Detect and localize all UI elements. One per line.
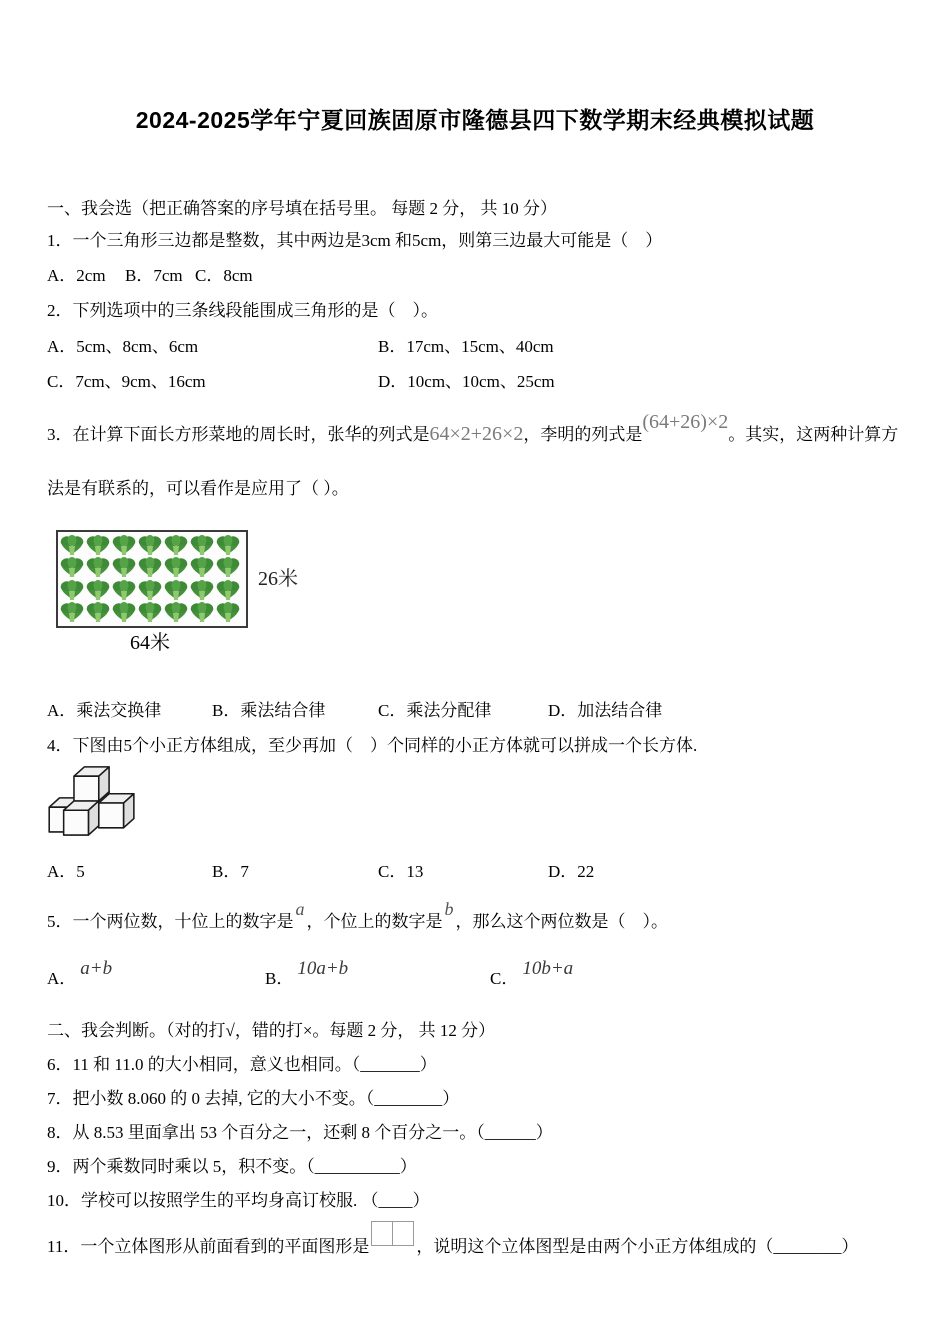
q5-text-1: 5．一个两位数，十位上的数字是 [47,912,294,931]
q3-formula-liming: (64+26)×2 [642,411,729,433]
question-7: 7．把小数 8.060 的 0 去掉, 它的大小不变。（________） [47,1089,460,1108]
question-9: 9．两个乘数同时乘以 5，积不变。（__________） [47,1157,417,1176]
q3-option-d: D．加法结合律 [548,701,663,720]
five-cubes-icon [43,765,138,839]
vegetable-field-figure [56,530,356,628]
page-title: 2024-2025学年宁夏回族固原市隆德县四下数学期末经典模拟试题 [135,107,815,133]
question-5 [47,901,903,942]
q3-option-b: B．乘法结合律 [212,701,326,720]
q5-option-a-letter: A． [47,969,77,988]
field-width-label: 64米 [130,632,170,654]
q3-text-3: 。其实，这两种计算方法是有联系的，可以看作是应用了（ ）。 [47,425,899,498]
question-5-options [47,958,903,990]
q5-option-b [265,958,490,990]
q3-text-1: 3．在计算下面长方形菜地的周长时，张华的列式是 [47,425,430,444]
q5-var-a: a [295,899,305,919]
q2-option-a: A．5cm、8cm、6cm [47,337,199,356]
q2-option-c: C．7cm、9cm、16cm [47,372,206,391]
q5-option-c-letter: C． [490,969,519,988]
question-1-options [47,265,903,287]
q11-text-1: 11．一个立体图形从前面看到的平面图形是 [47,1237,370,1256]
q3-option-a: A．乘法交换律 [47,701,162,720]
front-view-squares-icon [371,1221,414,1246]
question-8: 8．从 8.53 里面拿出 53 个百分之一，还剩 8 个百分之一。（______） [47,1123,553,1142]
q1-option-a: A．2cm [47,266,106,285]
q4-option-a: A．5 [47,862,85,881]
q3-option-c: C．乘法分配律 [378,701,492,720]
field-height-label: 26米 [258,568,298,590]
q11-text-2: ，说明这个立体图型是由两个小正方体组成的（________） [416,1237,859,1256]
q5-option-b-letter: B． [265,969,294,988]
question-2-options [47,336,903,393]
q2-option-d: D．10cm、10cm、25cm [378,372,555,391]
q4-option-d: D．22 [548,862,595,881]
q5-option-b-formula: 10a+b [297,958,349,979]
question-6: 6．11 和 11.0 的大小相同，意义也相同。（_______） [47,1055,437,1074]
vegetable-field-rectangle [56,530,248,628]
question-3 [47,407,903,516]
q5-text-3: ，那么这个两位数是（ ）。 [455,912,668,931]
question-4: 4．下图由5个小正方体组成，至少再加（ ）个同样的小正方体就可以拼成一个长方体. [47,736,698,755]
q1-option-b: B．7cm [125,266,183,285]
q4-option-b: B．7 [212,862,249,881]
q5-option-a-formula: a+b [80,958,113,979]
question-4-options [47,861,903,883]
question-1: 1．一个三角形三边都是整数，其中两边是3cm 和5cm，则第三边最大可能是（ ） [47,231,663,250]
section-1-header: 一、我会选（把正确答案的序号填在括号里。 每题 2 分， 共 10 分） [47,199,557,218]
q1-option-c: C．8cm [195,266,253,285]
q3-formula-zhanghua: 64×2+26×2 [429,423,524,445]
section-2-header: 二、我会判断。（对的打√，错的打×。每题 2 分， 共 12 分） [47,1021,496,1040]
q5-var-b: b [444,899,454,919]
question-11 [47,1225,903,1258]
q5-option-c-formula: 10b+a [522,958,574,979]
question-10: 10．学校可以按照学生的平均身高订校服. （____） [47,1191,430,1210]
q2-option-b: B．17cm、15cm、40cm [378,337,554,356]
q3-text-2: ，李明的列式是 [523,425,643,444]
q5-text-2: ，个位上的数字是 [306,912,443,931]
question-2: 2．下列选项中的三条线段能围成三角形的是（ ）。 [47,301,438,320]
cubes-figure [43,765,903,843]
q4-option-c: C．13 [378,862,424,881]
question-3-options [47,700,903,722]
q5-option-c [490,958,574,990]
q5-option-a [47,958,265,990]
vegetable-plants-grid [58,532,244,624]
